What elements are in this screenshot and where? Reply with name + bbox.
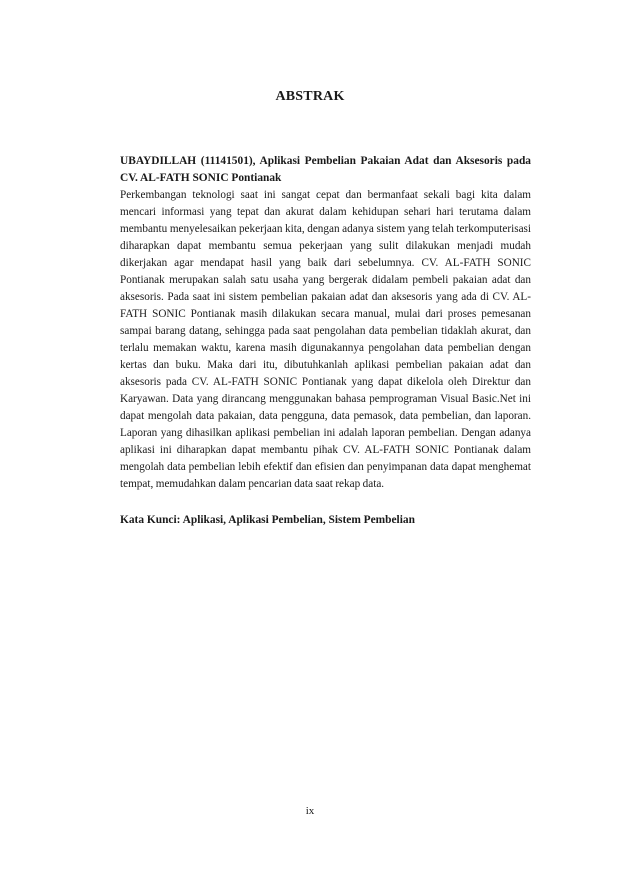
author-heading: UBAYDILLAH (11141501), Aplikasi Pembelian Pakaian Adat dan Aksesoris pada CV. AL-FATH SONIC Pontianak: [120, 155, 531, 184]
keywords-line: Kata Kunci: Aplikasi, Aplikasi Pembelian, Sistem Pembelian: [120, 514, 415, 526]
abstract-paragraph: Perkembangan teknologi saat ini sangat cepat dan bermanfaat sekali bagi kita dalam mencari informasi yang tepat dan akurat dalam kehidupan sehari hari terutama dalam membantu menyelesaikan pekerjaan kita, dengan adanya sistem yang telah terkomputerisasi diharapkan dapat membantu semua pekerjaan yang sulit dilakukan menjadi mudah dikerjakan agar mendapat hasil yang baik dari sebelumnya. CV. AL-FATH SONIC Pontianak merupakan salah satu usaha yang bergerak didalam pembeli pakaian adat dan aksesoris. Pada saat ini sistem pembelian pakaian adat dan aksesoris yang ada di CV. AL-FATH SONIC Pontianak masih dilakukan secara manual, mulai dari proses pemesanan sampai barang datang, sehingga pada saat pengolahan data pembelian tidaklah akurat, dan terlalu memakan waktu, karena masih digunakannya pengolahan data pembelian dengan kertas dan buku. Maka dari itu, dibutuhkanlah aplikasi pembelian pakaian adat dan aksesoris pada CV. AL-FATH SONIC Pontianak yang dapat dikelola oleh Direktur dan Karyawan. Data yang dirancang menggunakan bahasa pemprograman Visual Basic.Net ini dapat mengolah data pakaian, data pengguna, data pemasok, data pembelian, dan laporan. Laporan yang dihasilkan aplikasi pembelian ini adalah laporan pembelian. Dengan adanya aplikasi ini diharapkan dapat membantu pihak CV. AL-FATH SONIC Pontianak dalam mengolah data pembelian lebih efektif dan efisien dan penyimpanan data dapat menghemat tempat, memudahkan dalam pencarian data saat rekap data.: [120, 189, 531, 490]
page-number: ix: [305, 805, 315, 817]
page-title: ABSTRAK: [275, 89, 345, 104]
